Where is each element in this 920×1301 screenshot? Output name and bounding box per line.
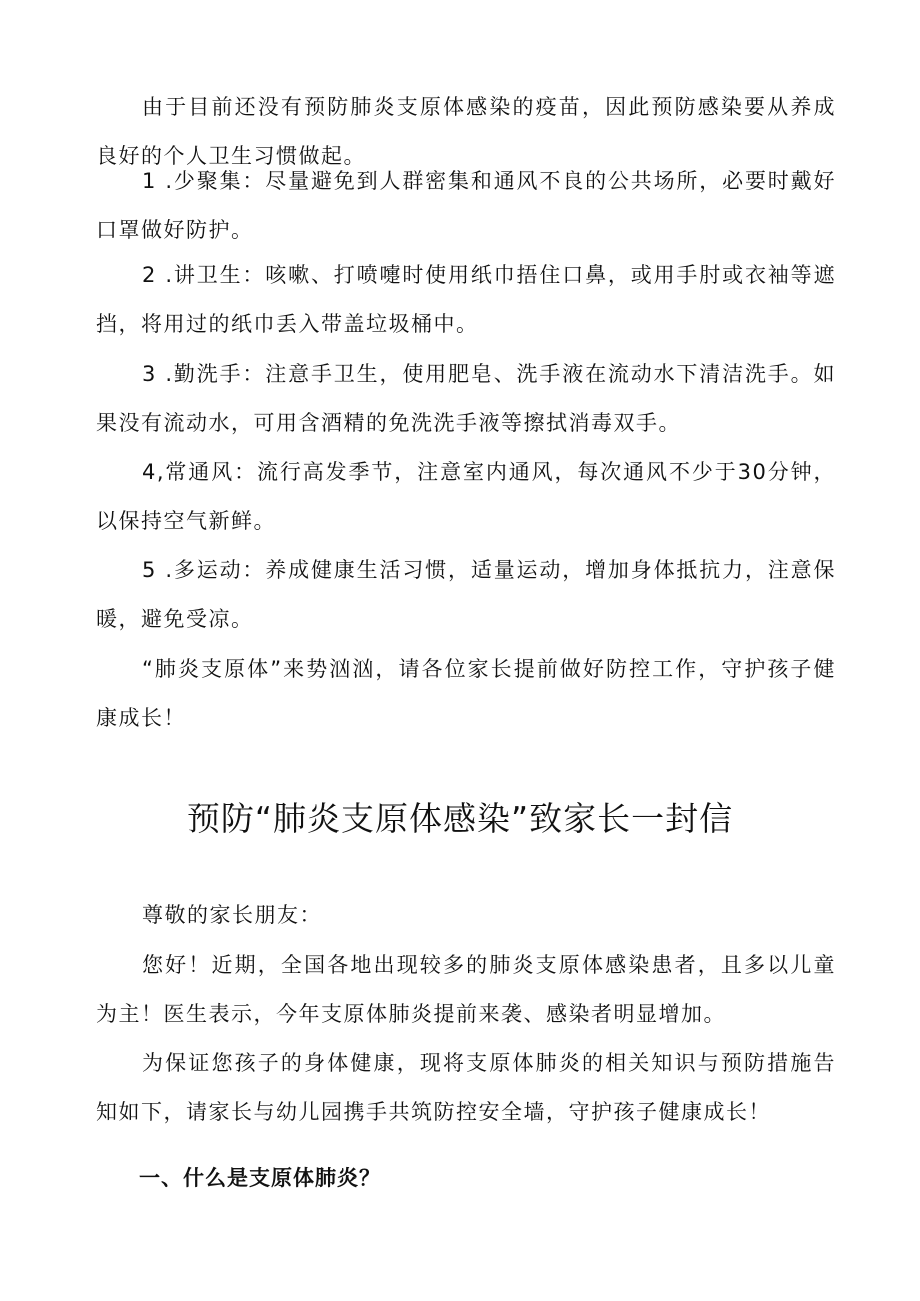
section-heading-what-is: 一、什么是支原体肺炎？ [139,1166,381,1190]
tip-item-ventilation: 4,常通风：流行高发季节，注意室内通风，每次通风不少于30分钟，以保持空气新鲜。 [96,460,836,533]
letter-paragraph-1: 您好！近期，全国各地出现较多的肺炎支原体感染患者，且多以儿童为主！医生表示，今年支原体肺炎提前来袭、感染者明显增加。 [96,953,836,1026]
intro-paragraph: 由于目前还没有预防肺炎支原体感染的疫苗，因此预防感染要从养成良好的个人卫生习惯做起。 [96,95,836,168]
tip-item-hygiene: 2 .讲卫生：咳嗽、打喷嚏时使用纸巾捂住口鼻，或用手肘或衣袖等遮挡，将用过的纸巾丢入带盖垃圾桶中。 [96,263,836,336]
tip-item-exercise: 5 .多运动：养成健康生活习惯，适量运动，增加身体抵抗力，注意保暖，避免受凉。 [96,558,836,631]
tip-item-gathering: 1 .少聚集：尽量避免到人群密集和通风不良的公共场所，必要时戴好口罩做好防护。 [96,169,836,242]
tip-item-handwashing: 3 .勤洗手：注意手卫生，使用肥皂、洗手液在流动水下清洁洗手。如果没有流动水，可用含酒精的免洗洗手液等擦拭消毒双手。 [96,362,836,435]
closing-paragraph: “肺炎支原体”来势汹汹，请各位家长提前做好防控工作，守护孩子健康成长！ [96,657,836,730]
letter-salutation: 尊敬的家长朋友： [142,903,322,927]
letter-paragraph-2: 为保证您孩子的身体健康，现将支原体肺炎的相关知识与预防措施告知如下，请家长与幼儿园携手共筑防控安全墙，守护孩子健康成长！ [96,1051,836,1124]
letter-title: 预防“肺炎支原体感染”致家长一封信 [186,799,734,838]
